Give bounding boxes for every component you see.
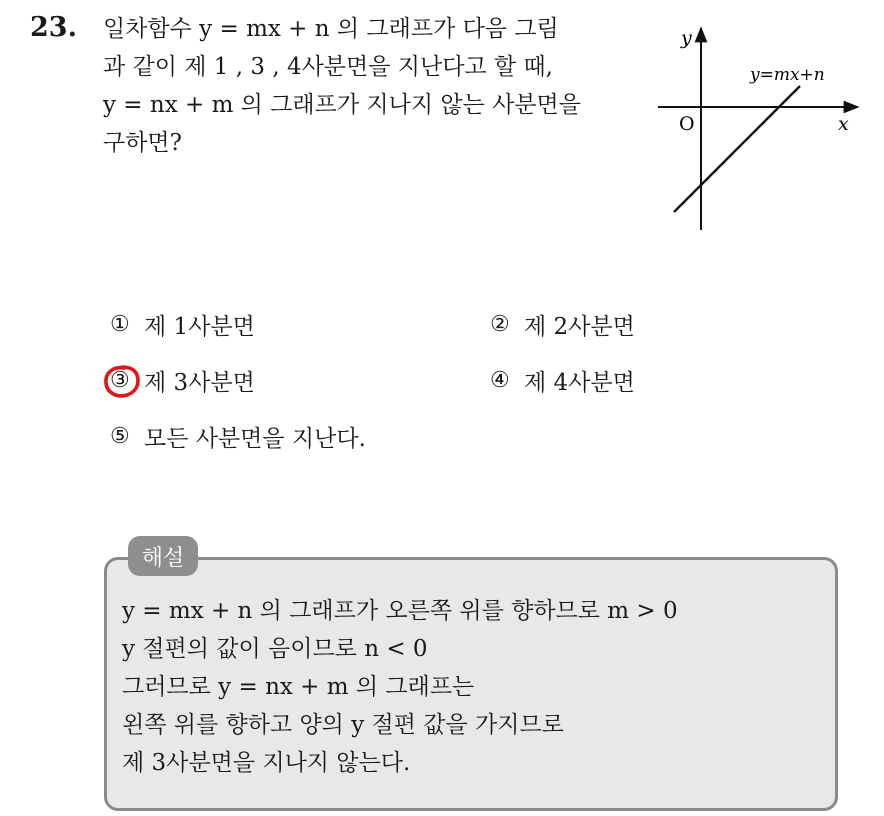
- question-number: 23.: [30, 12, 77, 43]
- solution-line: 왼쪽 위를 향하고 양의 y 절편 값을 가지므로: [122, 712, 564, 738]
- solution-tab: 해설: [128, 536, 198, 576]
- choice-text: 제 2사분면: [524, 314, 635, 340]
- choice-text: 제 1사분면: [144, 314, 255, 340]
- choice-mark: ④: [490, 368, 510, 393]
- origin-label: O: [679, 113, 695, 135]
- choice-mark: ②: [490, 312, 510, 337]
- question-line: 구하면?: [103, 130, 182, 156]
- choice-mark: ③: [110, 368, 130, 393]
- question-line: 과 같이 제 1 , 3 , 4사분면을 지난다고 할 때,: [103, 54, 553, 80]
- question-text: [103, 10, 623, 162]
- choice-mark: ①: [110, 312, 130, 337]
- solution-line: 제 3사분면을 지나지 않는다.: [122, 750, 411, 776]
- choice-mark: ⑤: [110, 424, 130, 449]
- function-graph: [648, 22, 868, 236]
- choice-text: 제 4사분면: [524, 370, 635, 396]
- y-axis-label: y: [681, 27, 692, 49]
- choice-2[interactable]: [490, 308, 635, 341]
- choice-4[interactable]: [490, 364, 635, 397]
- question-line: y = nx + m 의 그래프가 지나지 않는 사분면을: [103, 92, 581, 118]
- solution-line: y = mx + n 의 그래프가 오른쪽 위를 향하므로 m > 0: [122, 598, 678, 624]
- solution-line: 그러므로 y = nx + m 의 그래프는: [122, 674, 475, 700]
- solution-text: [122, 592, 822, 782]
- graph-line: [674, 86, 800, 212]
- choice-text: 제 3사분면: [144, 370, 255, 396]
- solution-line: y 절편의 값이 음이므로 n < 0: [122, 636, 428, 662]
- line-label: y=mx+n: [750, 65, 825, 85]
- x-axis-label: x: [838, 113, 849, 135]
- question-line: 일차함수 y = mx + n 의 그래프가 다음 그림: [103, 16, 559, 42]
- choice-1[interactable]: [110, 308, 255, 341]
- choice-5[interactable]: [110, 420, 366, 453]
- choice-text: 모든 사분면을 지난다.: [144, 426, 366, 452]
- answer-circle-mark: [102, 364, 142, 400]
